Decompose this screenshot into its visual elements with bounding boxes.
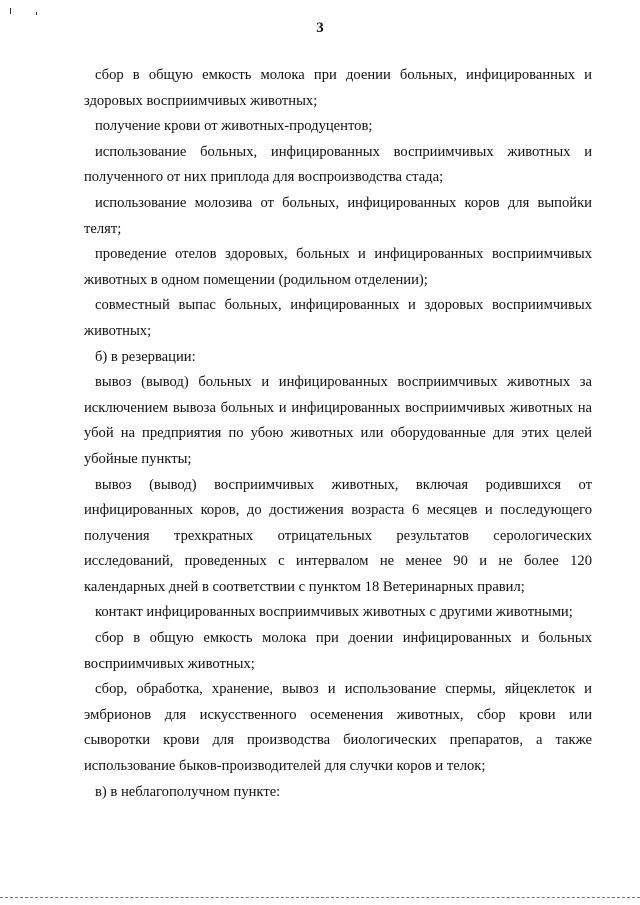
- paragraph: сбор, обработка, хранение, вывоз и использование спермы, яйцеклеток и эмбрионов для искусственного осеменения животных, сбор крови или сыворотки крови для производства биологических препаратов, а также использование быков-производителей для случки коров и телок;: [84, 681, 592, 775]
- paragraph: использование молозива от больных, инфицированных коров для выпойки телят;: [84, 194, 592, 237]
- paragraph: вывоз (вывод) больных и инфицированных восприимчивых животных за исключением вывоза больных и инфицированных восприимчивых животных на убой на предприятия по убою животных или оборудованные для этих целей убойные пункты;: [84, 374, 592, 467]
- scan-mark-left-2: [36, 12, 37, 15]
- section-heading: в) в неблагополучном пункте:: [95, 783, 281, 800]
- paragraph: получение крови от животных-продуцентов;: [95, 118, 373, 135]
- scan-mark-left: [10, 8, 11, 14]
- scan-bottom-edge: [0, 897, 640, 899]
- paragraph: совместный выпас больных, инфицированных и здоровых восприимчивых животных;: [84, 297, 592, 339]
- paragraph: сбор в общую емкость молока при доении инфицированных и больных восприимчивых животных;: [84, 630, 592, 672]
- section-heading: б) в резервации:: [95, 348, 196, 365]
- paragraph: использование больных, инфицированных восприимчивых животных и полученного от них приплода для воспроизводства стада;: [84, 143, 592, 186]
- page-number: 3: [316, 20, 324, 36]
- paragraph: сбор в общую емкость молока при доении больных, инфицированных и здоровых восприимчивых животных;: [84, 67, 592, 109]
- paragraph: вывоз (вывод) восприимчивых животных, включая родившихся от инфицированных коров, до достижения возраста 6 месяцев и последующего получения трехкратных отрицательных результатов серологических исследований, проведенных с интервалом не менее 90 и не более 120 календарных дней в соответствии с пунктом 18 Ветеринарных правил;: [84, 476, 592, 595]
- paragraph: проведение отелов здоровых, больных и инфицированных восприимчивых животных в одном помещении (родильном отделении);: [84, 246, 592, 288]
- paragraph: контакт инфицированных восприимчивых животных с другими животными;: [95, 604, 573, 621]
- document-body: [84, 63, 592, 805]
